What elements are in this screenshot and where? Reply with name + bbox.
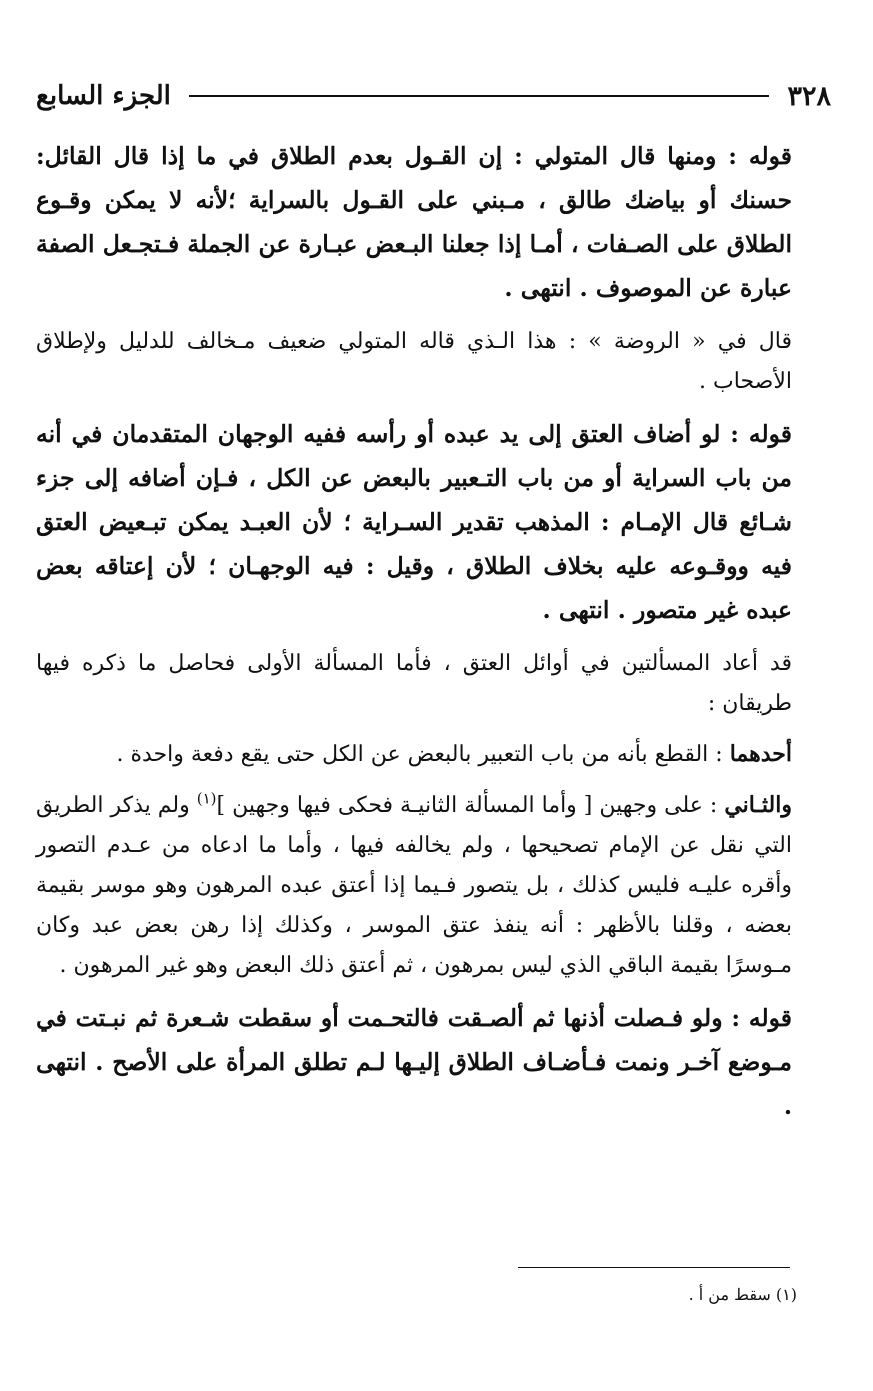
paragraph-quote-1 — [36, 134, 792, 310]
footnote-divider — [518, 1267, 790, 1268]
paragraph-second-path — [36, 785, 792, 986]
running-title: الجزء السابع — [36, 81, 171, 111]
page-body — [36, 134, 792, 1140]
paragraph-commentary-1 — [36, 322, 792, 402]
paragraph-text-continued: ولم يذكر الطريق التي نقل عن الإمام تصحيحها ، ولم يخالفه فيها ، وأما ما ادعاه من عـدم التصور وأقره عليـه فليس كذلك ، بل يتصور فـيما إذا أعتق عبده المرهون وهو موسر بقيمة بعضه ، وقلنا بالأظهر : أنه ينفذ عتق الموسر ، وكذلك إذا رهن بعض عبد وكان مـوسرًا بقيمة الباقي الذي ليس بمرهون ، ثم أعتق ذلك البعض وهو غير المرهون . — [36, 793, 792, 978]
paragraph-lead: والثـاني — [724, 792, 792, 818]
footnote-reference[interactable]: (١) — [196, 789, 217, 808]
paragraph-quote-3 — [36, 996, 792, 1128]
footnote: (١) سقط من أ . — [688, 1285, 797, 1304]
paragraph-text: قوله : لو أضاف العتق إلى يد عبده أو رأسه ففيه الوجهان المتقدمان في أنه من باب السراية أو من باب التـعبير بالبعض عن الكل ، فـإن أضافه إلى جزء شـائع قال الإمـام : المذهب تقدير السـراية ؛ لأن العبـد يمكن تبـعيض العتق فيه ووقـوعه عليه بخلاف الطلاق ، وقيل : فيه الوجهـان ؛ لأن إعتاقه بعض عبده غير متصور . انتهى . — [36, 420, 792, 624]
paragraph-text: قد أعاد المسألتين في أوائل العتق ، فأما المسألة الأولى فحاصل ما ذكره فيها طريقان : — [36, 651, 792, 716]
paragraph-quote-2 — [36, 412, 792, 632]
paragraph-text: قوله : ومنها قال المتولي : إن القـول بعدم الطلاق في ما إذا قال القائل: حسنك أو بياضك طالق ، مـبني على القـول بالسراية ؛لأنه لا يمكن وقـوع الطلاق على الصـفات ، أمـا إذا جعلنا البـعض عبـارة عن الجملة فـتجـعل الصفة عبارة عن الموصوف . انتهى . — [36, 142, 792, 302]
page-number: ٣٢٨ — [787, 80, 831, 112]
paragraph-text: قوله : ولو فـصلت أذنها ثم ألصـقت فالتحـمت أو سقطت شـعرة ثم نبـتت في مـوضع آخـر ونمت فـأضـاف الطلاق إليـها لـم تطلق المرأة على الأصح . انتهى . — [36, 1004, 792, 1120]
header-rule — [189, 95, 770, 97]
paragraph-text: : القطع بأنه من باب التعبير بالبعض عن الكل حتى يقع دفعة واحدة . — [116, 742, 730, 767]
page-header — [36, 76, 831, 116]
paragraph-lead: أحدهما — [729, 741, 792, 767]
paragraph-text: : على وجهين [ وأما المسألة الثانيـة فحكى فيها وجهين ] — [216, 793, 725, 818]
paragraph-text: قال في « الروضة » : هذا الـذي قاله المتولي ضعيف مـخالف للدليل ولإطلاق الأصحاب . — [36, 329, 792, 394]
paragraph-commentary-2 — [36, 644, 792, 724]
paragraph-first-path — [36, 734, 792, 775]
